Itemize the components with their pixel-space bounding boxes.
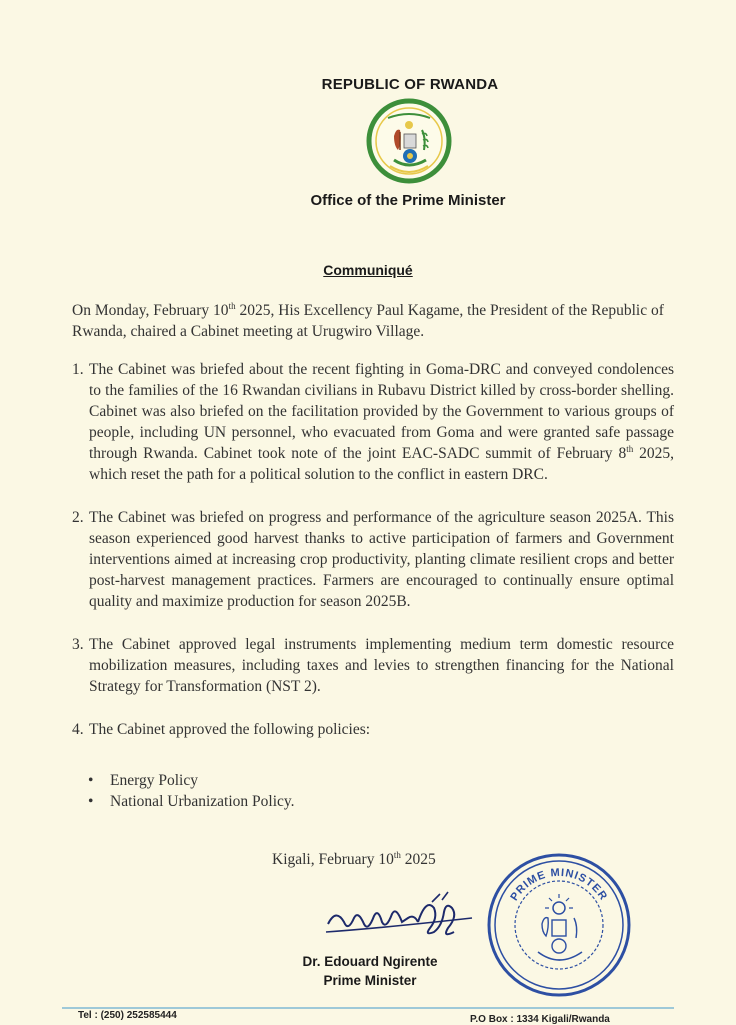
list-item — [88, 770, 295, 791]
policy-text: National Urbanization Policy. — [110, 793, 295, 810]
intro-sup: th — [228, 300, 236, 311]
item-number: 3. — [72, 636, 84, 653]
policy-text: Energy Policy — [110, 772, 198, 789]
policies-list — [88, 770, 295, 812]
stamp-text: PRIME MINISTER — [508, 866, 610, 903]
item-number: 4. — [72, 721, 84, 738]
item-sup: th — [626, 443, 634, 454]
office-heading: Office of the Prime Minister — [310, 192, 506, 209]
item-text: The Cabinet approved the following policies: — [89, 721, 371, 738]
list-item — [72, 719, 674, 740]
list-item — [72, 507, 674, 612]
resolutions-list — [72, 359, 674, 762]
footer-telephone: Tel : (250) 252585444 — [78, 1010, 177, 1021]
intro-text-a: On Monday, February 10 — [72, 302, 229, 319]
footer-divider — [62, 1007, 674, 1009]
item-number: 1. — [72, 361, 84, 378]
rwanda-coat-of-arms-icon — [366, 98, 452, 184]
item-text: The Cabinet was briefed on progress and performance of the agriculture season 2025A. This season experienced good harvest thanks to active participation of farmers and Government interventions aimed at increasing crop productivity, planting climate resilient crops and better post-harvest management practices. Farmers are encouraged to continually ensure optimal quality and maximize production for season 2025B. — [89, 509, 674, 610]
signer-name: Dr. Edouard Ngirente — [302, 954, 438, 969]
place-date-sup: th — [393, 849, 401, 860]
place-date — [272, 851, 436, 869]
official-stamp-icon — [486, 852, 632, 998]
intro-text-b: 2025, His Excellency Paul Kagame, the President of the Republic of Rwanda, chaired a Cabinet meeting at Urugwiro Village. — [72, 302, 664, 340]
intro-paragraph — [72, 300, 674, 342]
place-date-a: Kigali, February 10 — [272, 851, 394, 868]
list-item — [88, 791, 295, 812]
list-item — [72, 359, 674, 485]
item-text-a: The Cabinet was briefed about the recent fighting in Goma-DRC and conveyed condolences to the families of the 16 Rwandan civilians in Rubavu District killed by cross-border shelling. Cabinet was also briefed on the facilitation provided by the Government to various groups of people, including UN personnel, who evacuated from Goma and were granted safe passage through Rwanda. Cabinet took note of the joint EAC-SADC summit of February 8 — [89, 361, 674, 462]
place-date-b: 2025 — [400, 851, 436, 868]
country-heading: REPUBLIC OF RWANDA — [321, 76, 499, 93]
item-text: The Cabinet approved legal instruments implementing medium term domestic resource mobilization measures, including taxes and levies to strengthen financing for the National Strategy for Transformation (NST 2). — [89, 636, 674, 695]
list-item — [72, 634, 674, 697]
footer-pobox: P.O Box : 1334 Kigali/Rwanda — [470, 1014, 610, 1025]
item-number: 2. — [72, 509, 84, 526]
document-title: Communiqué — [323, 262, 413, 278]
signer-title: Prime Minister — [323, 973, 417, 988]
handwritten-signature-icon — [322, 888, 482, 948]
bullet-icon: • — [88, 772, 94, 789]
bullet-icon: • — [88, 793, 94, 810]
item-text-b: 2025, which reset the path for a political solution to the conflict in eastern DRC. — [89, 445, 675, 483]
